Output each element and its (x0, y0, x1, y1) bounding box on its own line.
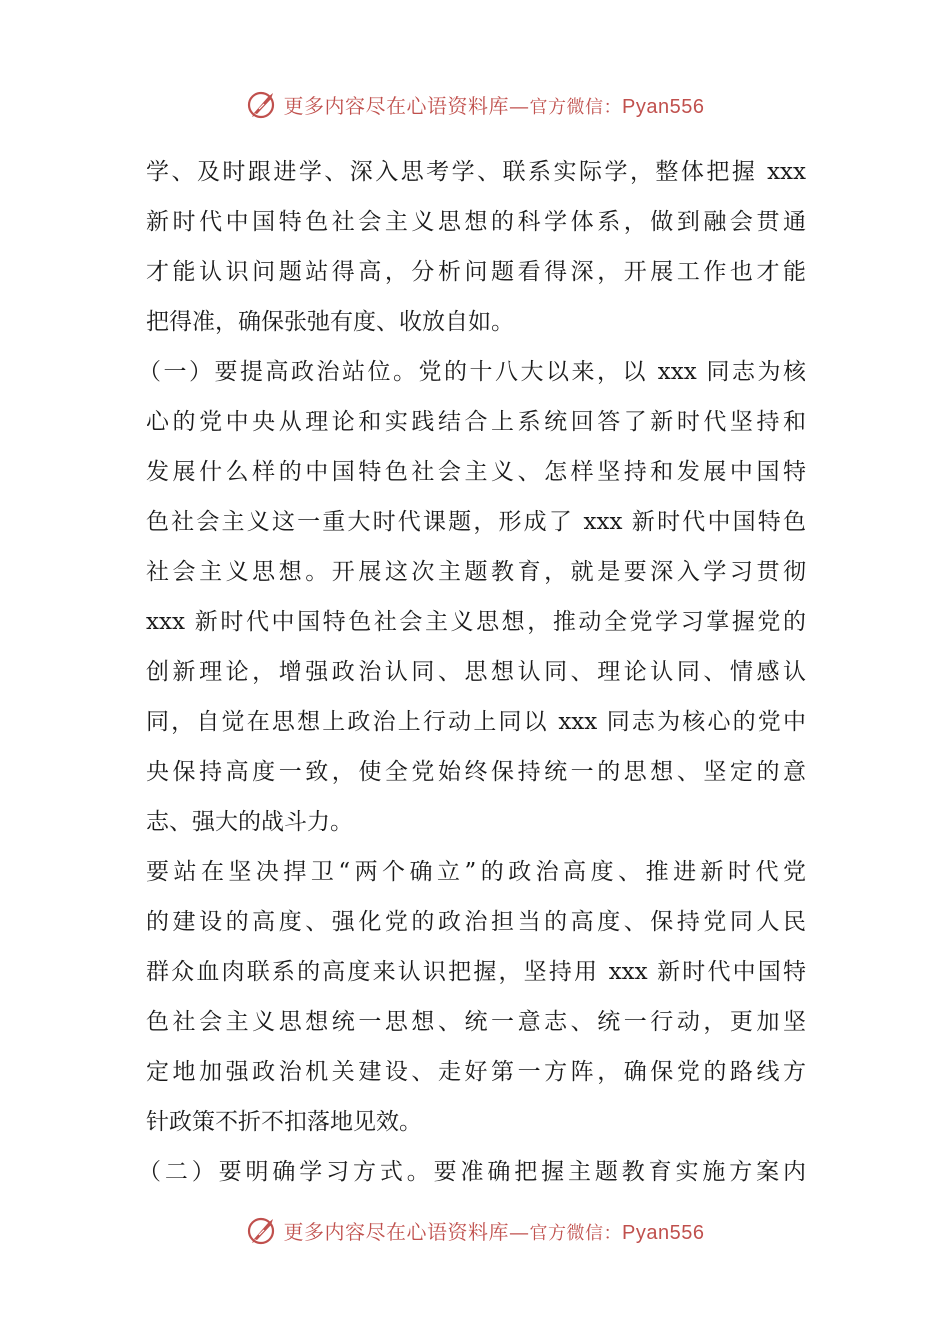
text-line: 同，自觉在思想上政治上行动上同以 xxx 同志为核心的党中 (146, 709, 806, 735)
text-line: 创新理论，增强政治认同、思想认同、理论认同、情感认 (146, 659, 806, 685)
text-line: （一）要提高政治站位。党的十八大以来，以 xxx 同志为核 (138, 359, 806, 385)
text-line: （二）要明确学习方式。要准确把握主题教育实施方案内 (138, 1159, 806, 1185)
watermark-wechat-id: Pyan556 (622, 1221, 705, 1244)
text-line: 针政策不折不扣落地见效。 (146, 1109, 422, 1135)
text-line: 社会主义思想。开展这次主题教育，就是要深入学习贯彻 (146, 559, 806, 585)
text-line: 发展什么样的中国特色社会主义、怎样坚持和发展中国特 (146, 459, 806, 485)
text-line: 群众血肉联系的高度来认识把握，坚持用 xxx 新时代中国特 (146, 959, 806, 985)
text-line: 新时代中国特色社会主义思想的科学体系，做到融会贯通 (146, 209, 806, 235)
text-line: 的建设的高度、强化党的政治担当的高度、保持党同人民 (146, 909, 806, 935)
watermark-site: 更多内容尽在心语资料库 (283, 1219, 510, 1244)
text-line: 要站在坚决捍卫“两个确立”的政治高度、推进新时代党 (146, 859, 806, 885)
footer-watermark (0, 1210, 950, 1250)
text-line: 志、强大的战斗力。 (146, 809, 353, 835)
watermark-label: 官方微信： (529, 1222, 623, 1244)
text-line: 学、及时跟进学、深入思考学、联系实际学，整体把握 xxx (146, 159, 806, 185)
header-watermark (0, 84, 950, 124)
text-line: 色社会主义思想统一思想、统一意志、统一行动，更加坚 (146, 1009, 806, 1035)
text-line: xxx 新时代中国特色社会主义思想，推动全党学习掌握党的 (146, 609, 806, 635)
watermark-separator: — (509, 1219, 530, 1244)
watermark-label: 官方微信： (529, 96, 623, 118)
text-line: 色社会主义这一重大时代课题，形成了 xxx 新时代中国特色 (146, 509, 806, 535)
text-line: 定地加强政治机关建设、走好第一方阵，确保党的路线方 (146, 1059, 806, 1085)
text-line: 才能认识问题站得高，分析问题看得深，开展工作也才能 (146, 259, 806, 285)
text-line: 央保持高度一致，使全党始终保持统一的思想、坚定的意 (146, 759, 806, 785)
document-body (138, 147, 806, 1197)
watermark-separator: — (509, 93, 530, 118)
text-line: 把得准，确保张弛有度、收放自如。 (146, 309, 514, 335)
pen-logo-icon (246, 87, 280, 121)
pen-logo-icon (246, 1213, 280, 1247)
watermark-wechat-id: Pyan556 (622, 95, 705, 118)
watermark-site: 更多内容尽在心语资料库 (283, 93, 510, 118)
watermark-text (284, 90, 705, 119)
watermark-text (284, 1216, 705, 1245)
text-line: 心的党中央从理论和实践结合上系统回答了新时代坚持和 (146, 409, 806, 435)
